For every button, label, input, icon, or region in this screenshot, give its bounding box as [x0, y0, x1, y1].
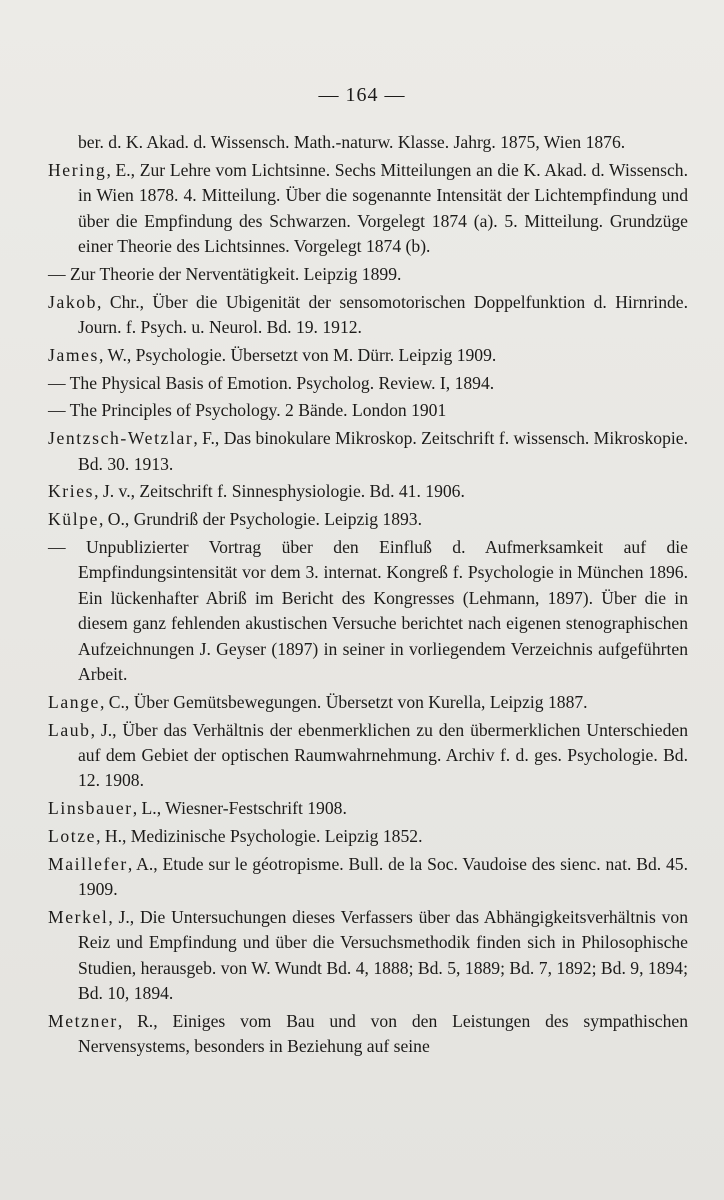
entry-text: — The Physical Basis of Emotion. Psycholog. Review. I, 1894. — [48, 372, 495, 393]
bibliography-entry — [48, 426, 688, 477]
entry-text: — Zur Theorie der Nerventätigkeit. Leipzig 1899. — [48, 263, 402, 284]
entry-text: , J., Die Untersuchungen dieses Verfassers über das Abhängigkeitsverhältnis von Reiz und Empfindung und über die Versuchsmethodik finden sich in Philosophische Studien, herausgeb. von W. Wundt Bd. 4, 1888; Bd. 5, 1889; Bd. 7, 1892; Bd. 9, 1894; Bd. 10, 1894. — [78, 907, 688, 1004]
entry-text: , L., Wiesner-Festschrift 1908. — [132, 798, 347, 819]
bibliography-entry — [48, 824, 688, 849]
entry-author: Lange — [48, 691, 100, 712]
bibliography-entry — [48, 371, 688, 396]
entry-text: , F., Das binokulare Mikroskop. Zeitschrift f. wissensch. Mikroskopie. Bd. 30. 1913. — [78, 428, 688, 474]
entry-text: , R., Einiges vom Bau und von den Leistungen des sympathischen Nervensystems, besonders in Beziehung auf seine — [78, 1011, 688, 1057]
entry-author: Kries — [48, 481, 95, 502]
bibliography-entry — [48, 852, 688, 903]
entry-text: , C., Über Gemütsbewegungen. Übersetzt von Kurella, Leipzig 1887. — [99, 691, 588, 712]
bibliography-entry — [48, 290, 688, 341]
bibliography-entry — [48, 507, 688, 532]
entry-author: Laub — [48, 719, 91, 740]
entry-text: ber. d. K. Akad. d. Wissensch. Math.-naturw. Klasse. Jahrg. 1875, Wien 1876. — [78, 132, 626, 152]
entry-author: James — [48, 344, 99, 365]
bibliography-entry — [48, 398, 688, 423]
entry-author: Jentzsch-Wetzlar — [48, 428, 194, 449]
bibliography-entry — [48, 262, 688, 287]
bibliography-entry — [48, 535, 688, 687]
entry-text: , Chr., Über die Ubigenität der sensomotorischen Doppelfunktion d. Hirnrinde. Journ. f. Psych. u. Neurol. Bd. 19. 1912. — [78, 291, 688, 338]
bibliography-entry — [48, 718, 688, 794]
page-number: — 164 — — [318, 84, 406, 106]
bibliography-entry — [48, 905, 688, 1007]
entry-author: Hering — [48, 159, 107, 180]
bibliography-entry — [48, 796, 688, 821]
entry-author: Linsbauer — [48, 798, 133, 819]
bibliography-entry — [48, 343, 688, 368]
bibliography-list — [48, 130, 688, 1062]
entry-text: , H., Medizinische Psychologie. Leipzig 1852. — [96, 826, 423, 847]
entry-author: Merkel — [48, 907, 109, 928]
entry-text: , J. v., Zeitschrift f. Sinnesphysiologie. Bd. 41. 1906. — [94, 481, 465, 502]
entry-text: , A., Etude sur le géotropisme. Bull. de la Soc. Vaudoise des sienc. nat. Bd. 45. 1909. — [78, 853, 688, 900]
entry-author: Maillefer — [48, 853, 128, 874]
bibliography-entry — [48, 690, 688, 715]
bibliography-entry — [48, 1009, 688, 1060]
entry-text: , O., Grundriß der Psychologie. Leipzig 1893. — [99, 509, 422, 530]
bibliography-entry — [48, 158, 688, 260]
entry-author: Jakob — [48, 291, 98, 312]
entry-text: — Unpublizierter Vortrag über den Einfluß d. Aufmerksamkeit auf die Empfindungsintensität vor dem 3. internat. Kongreß f. Psychologie in München 1896. Ein lückenhafter Abriß im Bericht des Kongresses (Lehmann, 1897). Über die in diesem ganz fehlenden akustischen Versuche berichtet nach eigenen stenographischen Aufzeichnungen J. Geyser (1897) in seiner in vorliegendem Verzeichnis aufgeführten Arbeit. — [48, 537, 688, 685]
bibliography-entry — [48, 130, 688, 155]
entry-author: Metzner — [48, 1011, 118, 1032]
entry-author: Lotze — [48, 826, 97, 847]
entry-text: , E., Zur Lehre vom Lichtsinne. Sechs Mitteilungen an die K. Akad. d. Wissensch. in Wien 1878. 4. Mitteilung. Über die sogenannte Intensität der Lichtempfindung und über die Empfindung des Schwarzen. Vorgelegt 1874 (a). 5. Mitteilung. Grundzüge einer Theorie des Lichtsinnes. Vorgelegt 1874 (b). — [78, 159, 688, 257]
entry-text: , J., Über das Verhältnis der ebenmerklichen zu den übermerklichen Unterschieden auf dem Gebiet der optischen Raumwahrnehmung. Archiv f. d. ges. Psychologie. Bd. 12. 1908. — [78, 719, 688, 791]
entry-text: , W., Psychologie. Übersetzt von M. Dürr. Leipzig 1909. — [99, 344, 497, 365]
entry-text: — The Principles of Psychology. 2 Bände. London 1901 — [48, 400, 447, 421]
bibliography-entry — [48, 479, 688, 504]
entry-author: Külpe — [48, 509, 99, 530]
